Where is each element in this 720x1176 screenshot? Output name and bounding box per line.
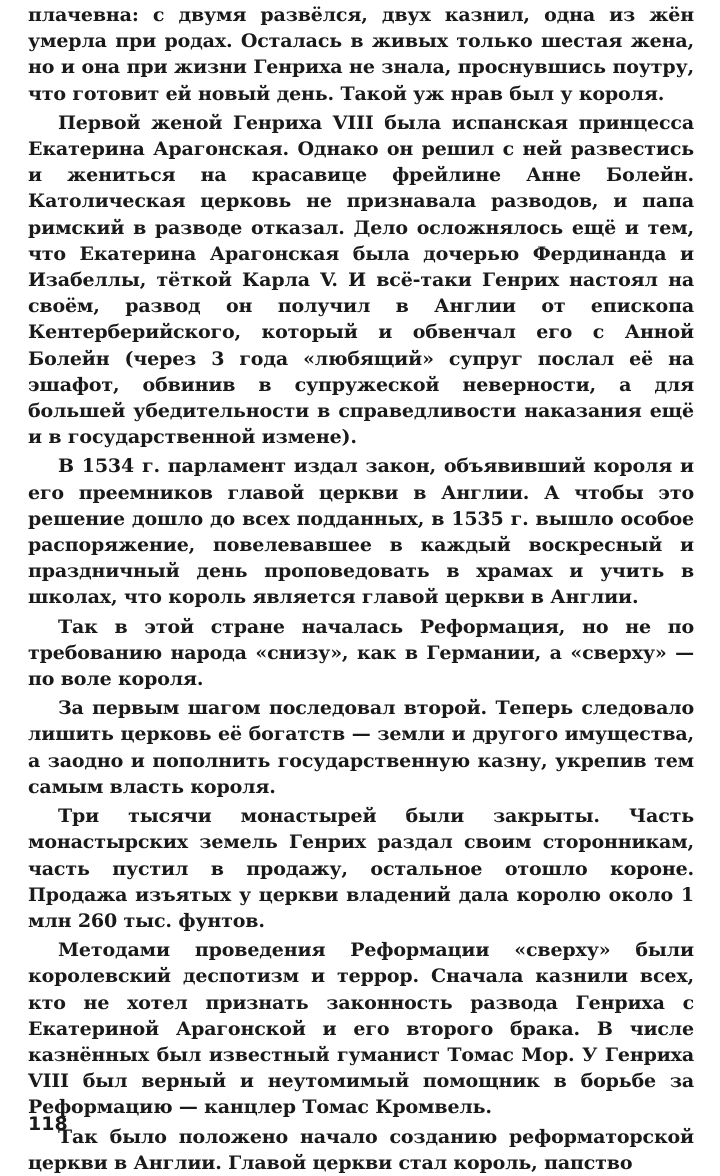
paragraph-reformation-from-above: Так в этой стране началась Реформация, но не по требованию народа «снизу», как в Германии, а «сверху» — по воле короля.	[28, 615, 694, 691]
paragraph-new-church: Так было положено начало созданию реформаторской церкви в Англии. Главой церкви стал король, папство	[28, 1125, 694, 1174]
body-text	[28, 2, 694, 1176]
page-number: 118	[28, 1113, 68, 1135]
paragraph-first-wife: Первой женой Генриха VIII была испанская принцесса Екатерина Арагонская. Однако он решил с ней развестись и жениться на красавице фрейлине Анне Болейн. Католическая церковь не признавала разводов, и папа римский в разводе отказал. Дело осложнялось ещё и тем, что Екатерина Арагонская была дочерью Фердинанда и Изабеллы, тёткой Карла V. И всё-таки Генрих настоял на своём, развод он получил в Англии от епископа Кентерберийского, который и обвенчал его с Анной Болейн (через 3 года «любящий» супруг послал её на эшафот, обвинив в супружеской неверности, а для большей убедительности в справедливости наказания ещё и в государственной измене).	[28, 111, 694, 449]
paragraph-methods: Методами проведения Реформации «сверху» были королевский деспотизм и террор. Сначала казнили всех, кто не хотел признать законность развода Генриха с Екатериной Арагонской и его второго брака. В числе казнённых был известный гуманист Томас Мор. У Генриха VIII был верный и неутомимый помощник в борьбе за Реформацию — канцлер Томас Кромвель.	[28, 939, 694, 1119]
paragraph-second-step: За первым шагом последовал второй. Теперь следовало лишить церковь её богатств — земли и другого имущества, а заодно и пополнить государственную казну, укрепив тем самым власть короля.	[28, 697, 694, 798]
paragraph-1534-law: В 1534 г. парламент издал закон, объявивший короля и его преемников главой церкви в Англии. А чтобы это решение дошло до всех подданных, в 1535 г. вышло особое распоряжение, повелевавшее в каждый воскресный и праздничный день проповедовать в храмах и учить в школах, что король является главой церкви в Англии.	[28, 455, 694, 609]
paragraph-continuation: плачевна: с двумя развёлся, двух казнил, одна из жён умерла при родах. Осталась в живых только шестая жена, но и она при жизни Генриха не знала, проснувшись поутру, что готовит ей новый день. Такой уж нрав был у короля.	[28, 4, 694, 105]
paragraph-monasteries: Три тысячи монастырей были закрыты. Часть монастырских земель Генрих раздал своим сторонникам, часть пустил в продажу, остальное отошло короне. Продажа изъятых у церкви владений дала королю около 1 млн 260 тыс. фунтов.	[28, 805, 694, 932]
